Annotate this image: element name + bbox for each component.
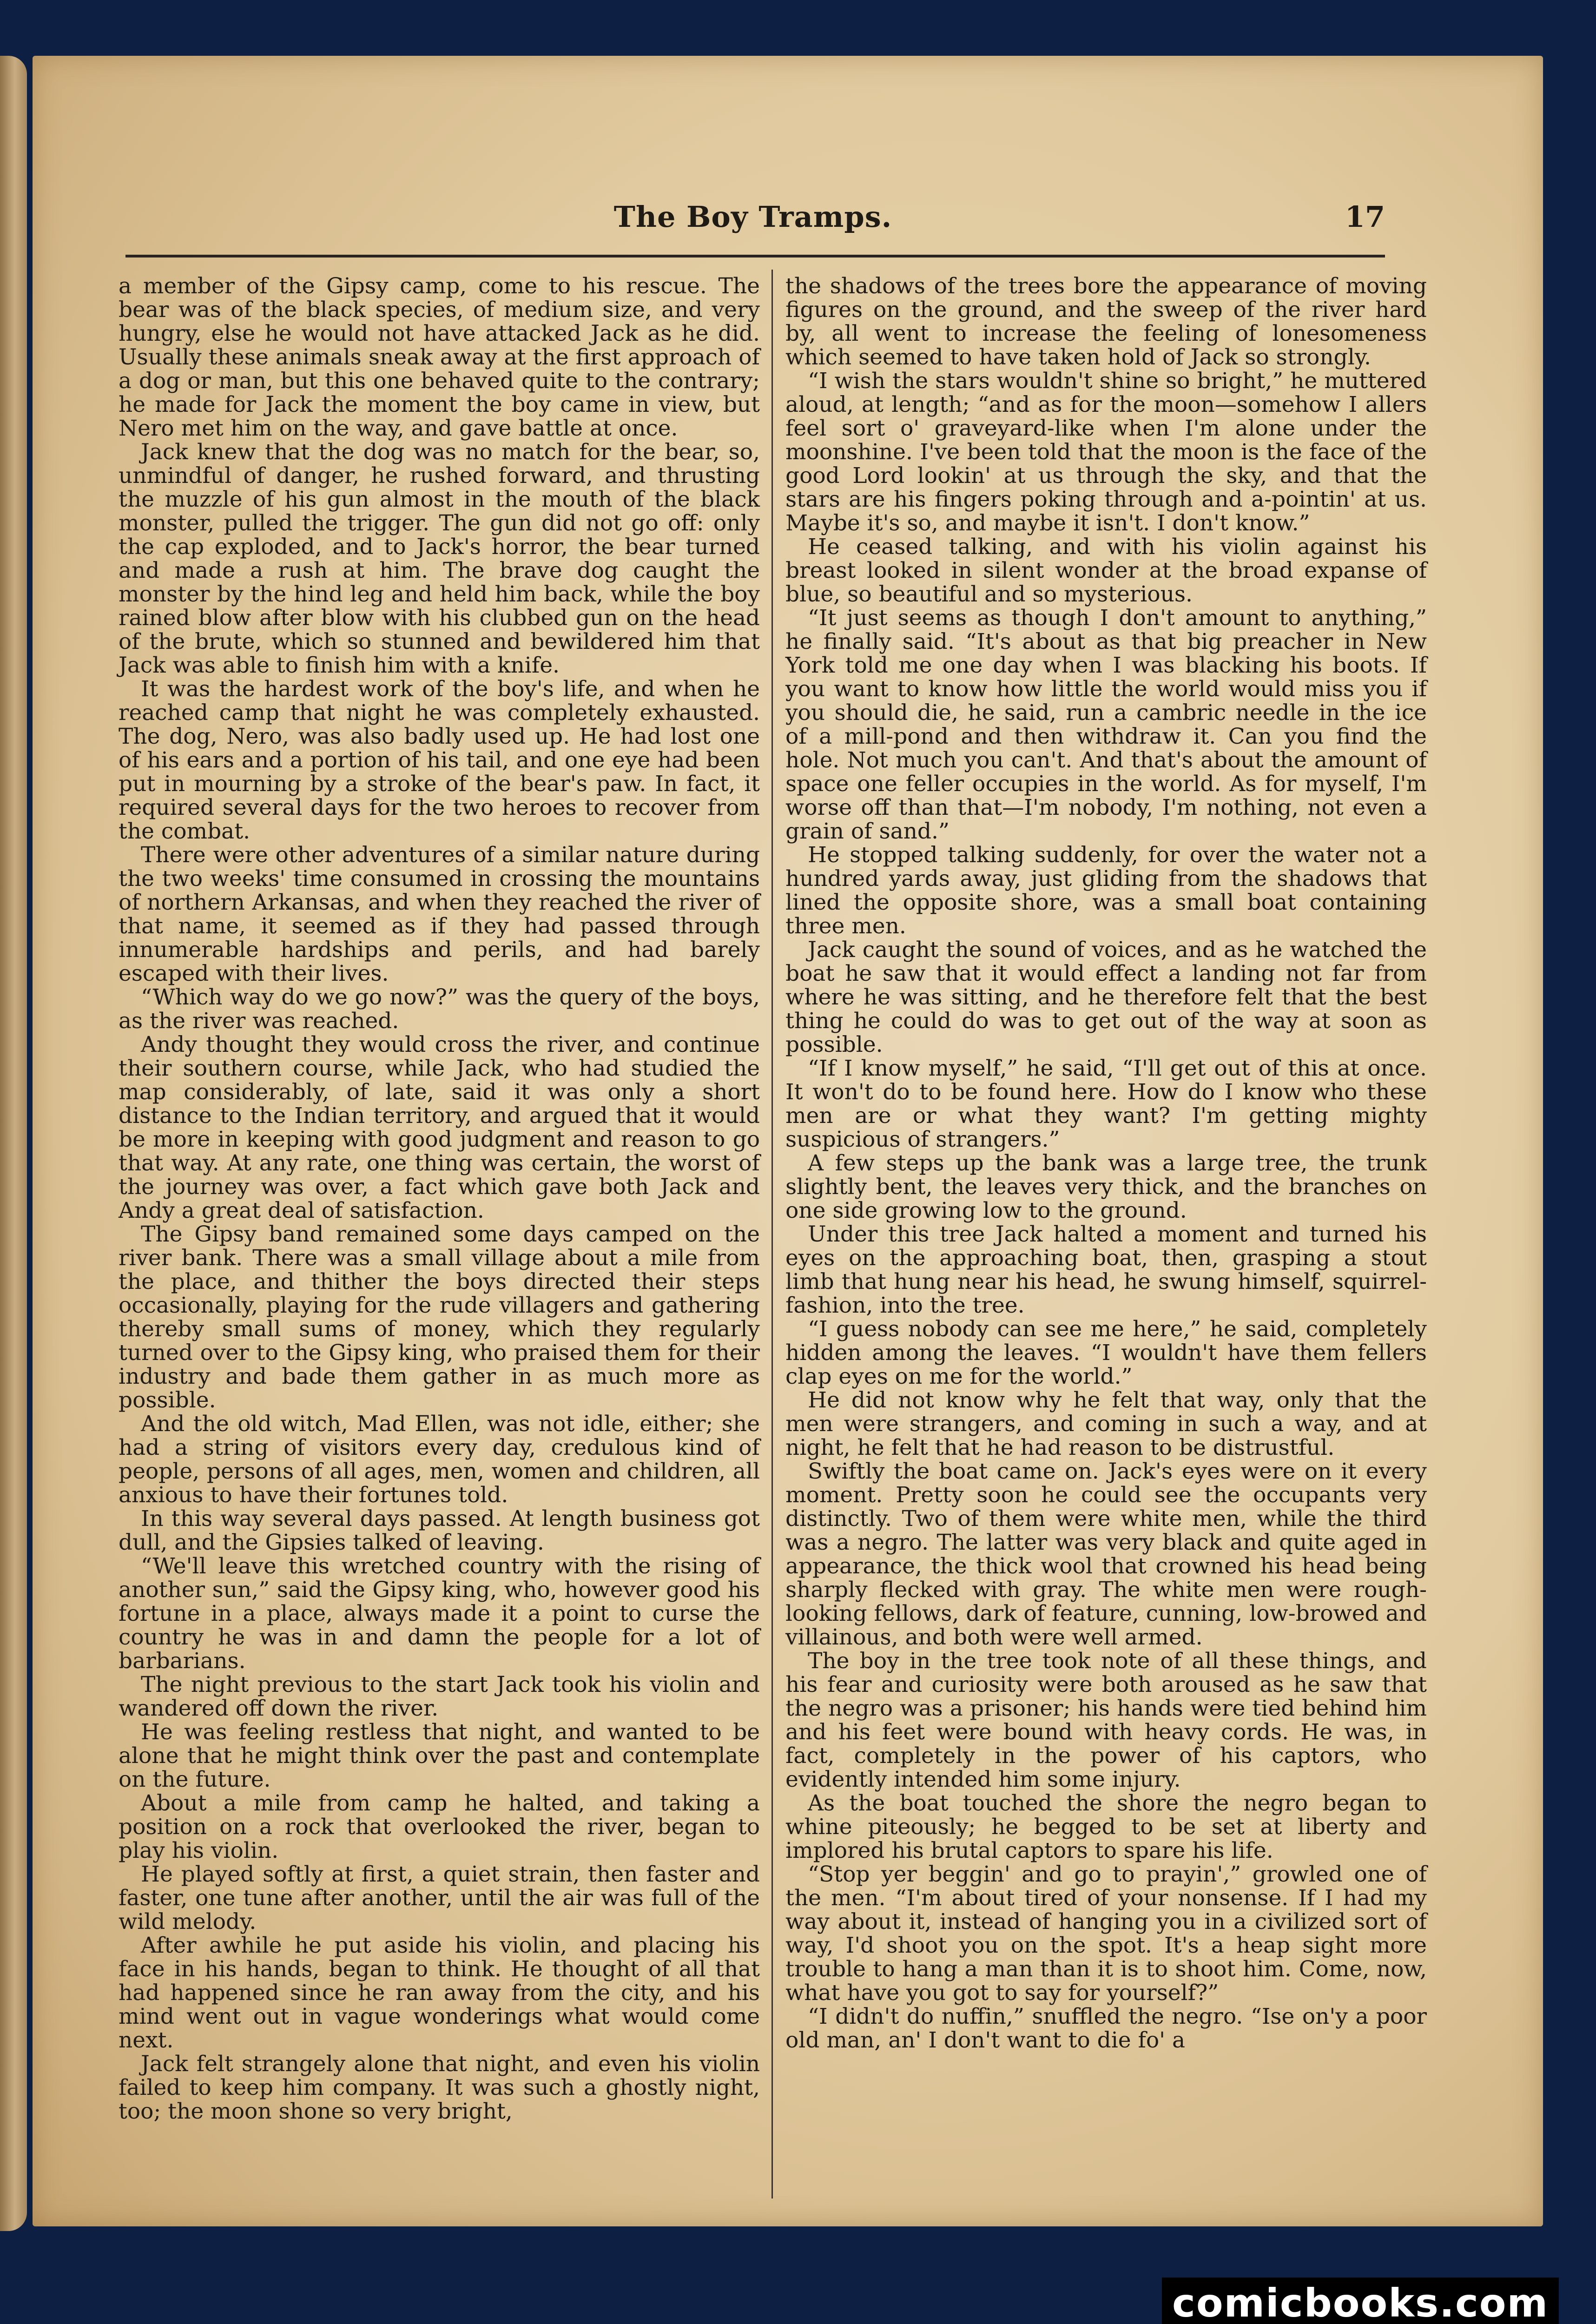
paragraph: In this way several days passed. At length business got dull, and the Gipsies talked of leaving. [119, 1506, 760, 1555]
paragraph: “Which way do we go now?” was the query of the boys, as the river was reached. [119, 984, 760, 1034]
paragraph: “If I know myself,” he said, “I'll get out of this at once. It won't do to be found here. How do I know who these men are or what they want? I'm getting mighty suspicious of strangers.” [785, 1056, 1427, 1152]
running-head [121, 200, 1385, 237]
paragraph: “I wish the stars wouldn't shine so bright,” he muttered aloud, at length; “and as for the moon—somehow I allers feel sort o' graveyard-like when I'm alone under the moonshine. I've been told that the moon is the face of the good Lord lookin' at us through the sky, and that the stars are his fingers poking through and a-pointin' at us. Maybe it's so, and maybe it isn't. I don't know.” [785, 368, 1427, 536]
adjacent-page-edge [0, 56, 27, 2231]
paragraph: Andy thought they would cross the river, and continue their southern course, while Jack, who had studied the map considerably, of late, said it was only a short distance to the Indian territory, and argued that it would be more in keeping with good judgment and reason to go that way. At any rate, one thing was certain, the worst of the journey was over, a fact which gave both Jack and Andy a great deal of satisfaction. [119, 1032, 760, 1223]
paragraph: “I guess nobody can see me here,” he said, completely hidden among the leaves. “I wouldn't have them fellers clap eyes on me for the world.” [785, 1316, 1427, 1389]
paragraph: The boy in the tree took note of all these things, and his fear and curiosity were both aroused as he saw that the negro was a prisoner; his hands were tied behind him and his feet were bound with heavy cords. He was, in fact, completely in the power of his captors, who evidently intended him some injury. [785, 1648, 1427, 1792]
paragraph: Under this tree Jack halted a moment and turned his eyes on the approaching boat, then, grasping a stout limb that hung near his head, he swung himself, squirrel-fashion, into the tree. [785, 1221, 1427, 1318]
header-rule [125, 255, 1385, 257]
paragraph: As the boat touched the shore the negro began to whine piteously; he begged to be set at liberty and implored his brutal captors to spare his life. [785, 1790, 1427, 1863]
column-divider [772, 270, 773, 2199]
paragraph: The Gipsy band remained some days camped on the river bank. There was a small village about a mile from the place, and thither the boys directed their steps occasionally, playing for the rude villagers and gathering thereby small sums of money, which they regularly turned over to the Gipsy king, who praised them for their industry and bade them gather in as much more as possible. [119, 1221, 760, 1413]
paragraph: After awhile he put aside his violin, and placing his face in his hands, began to think. He thought of all that had happened since he ran away from the city, and his mind went out in vague wonderings what would come next. [119, 1933, 760, 2053]
paragraph: the shadows of the trees bore the appearance of moving figures on the ground, and the sweep of the river hard by, all went to increase the feeling of lonesomeness which seemed to have taken hold of Jack so strongly. [785, 273, 1427, 370]
paragraph: “We'll leave this wretched country with the rising of another sun,” said the Gipsy king, who, however good his fortune in a place, always made it a point to curse the country he was in and damn the people for a lot of barbarians. [119, 1553, 760, 1674]
paragraph: Swiftly the boat came on. Jack's eyes were on it every moment. Pretty soon he could see the occupants very distinctly. Two of them were white men, while the third was a negro. The latter was very black and quite aged in appearance, the thick wool that crowned his head being sharply flecked with gray. The white men were rough-looking fellows, dark of feature, cunning, low-browed and villainous, and both were well armed. [785, 1459, 1427, 1650]
paragraph: There were other adventures of a similar nature during the two weeks' time consumed in crossing the mountains of northern Arkansas, and when they reached the river of that name, it seemed as if they had passed through innumerable hardships and perils, and had barely escaped with their lives. [119, 842, 760, 986]
paragraph: He did not know why he felt that way, only that the men were strangers, and coming in such a way, and at night, he felt that he had reason to be distrustful. [785, 1387, 1427, 1460]
paragraph: “Stop yer beggin' and go to prayin',” growled one of the men. “I'm about tired of your nonsense. If I had my way about it, instead of hanging you in a civilized sort of way, I'd shoot you on the spot. It's a heap sight more trouble to hang a man than it is to shoot him. Come, now, what have you got to say for yourself?” [785, 1862, 1427, 2006]
paragraph: He stopped talking suddenly, for over the water not a hundred yards away, just gliding from the shadows that lined the opposite shore, was a small boat containing three men. [785, 842, 1427, 939]
paragraph: A few steps up the bank was a large tree, the trunk slightly bent, the leaves very thick, and the branches on one side growing low to the ground. [785, 1150, 1427, 1223]
paragraph: And the old witch, Mad Ellen, was not idle, either; she had a string of visitors every day, credulous kind of people, persons of all ages, men, women and children, all anxious to have their fortunes told. [119, 1411, 760, 1508]
paragraph: a member of the Gipsy camp, come to his rescue. The bear was of the black species, of medium size, and very hungry, else he would not have attacked Jack as he did. Usually these animals sneak away at the first approach of a dog or man, but this one behaved quite to the contrary; he made for Jack the moment the boy came in view, but Nero met him on the way, and gave battle at once. [119, 273, 760, 441]
running-title: The Boy Tramps. [613, 200, 892, 234]
paragraph: It was the hardest work of the boy's life, and when he reached camp that night he was completely exhausted. The dog, Nero, was also badly used up. He had lost one of his ears and a portion of his tail, and one eye had been put in mourning by a stroke of the bear's paw. In fact, it required several days for the two heroes to recover from the combat. [119, 676, 760, 844]
paragraph: Jack caught the sound of voices, and as he watched the boat he saw that it would effect a landing not far from where he was sitting, and he therefore felt that the best thing he could do was to get out of the way at soon as possible. [785, 937, 1427, 1057]
paragraph: The night previous to the start Jack took his violin and wandered off down the river. [119, 1672, 760, 1721]
paragraph: He ceased talking, and with his violin against his breast looked in silent wonder at the broad expanse of blue, so beautiful and so mysterious. [785, 534, 1427, 607]
paragraph: “It just seems as though I don't amount to anything,” he finally said. “It's about as that big preacher in New York told me one day when I was blacking his boots. If you want to know how little the world would miss you if you should die, he said, run a cambric needle in the ice of a mill-pond and then withdraw it. Can you find the hole. Not much you can't. And that's about the amount of space one feller occupies in the world. As for myself, I'm worse off than that—I'm nobody, I'm nothing, not even a grain of sand.” [785, 605, 1427, 844]
paragraph: About a mile from camp he halted, and taking a position on a rock that overlooked the river, began to play his violin. [119, 1790, 760, 1863]
left-column [119, 274, 760, 2123]
paragraph: He played softly at first, a quiet strain, then faster and faster, one tune after another, until the air was full of the wild melody. [119, 1862, 760, 1934]
paragraph: Jack felt strangely alone that night, and even his violin failed to keep him company. It was such a ghostly night, too; the moon shone so very bright, [119, 2051, 760, 2124]
paragraph: Jack knew that the dog was no match for the bear, so, unmindful of danger, he rushed forward, and thrusting the muzzle of his gun almost in the mouth of the black monster, pulled the trigger. The gun did not go off: only the cap exploded, and to Jack's horror, the bear turned and made a rush at him. The brave dog caught the monster by the hind leg and held him back, while the boy rained blow after blow with his clubbed gun on the head of the brute, which so stunned and bewildered him that Jack was able to finish him with a knife. [119, 439, 760, 678]
page-number: 17 [1345, 200, 1385, 234]
paragraph: He was feeling restless that night, and wanted to be alone that he might think over the past and contemplate on the future. [119, 1719, 760, 1792]
paragraph: “I didn't do nuffin,” snuffled the negro. “Ise on'y a poor old man, an' I don't want to die fo' a [785, 2004, 1427, 2053]
site-watermark: comicbooks.com [1162, 2278, 1559, 2324]
right-column [785, 274, 1427, 2052]
